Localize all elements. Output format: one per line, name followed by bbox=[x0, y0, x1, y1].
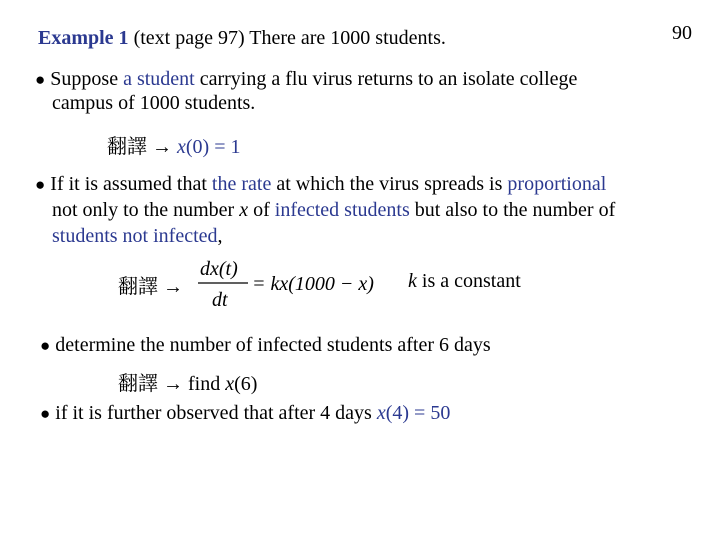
translation-3-var: x bbox=[225, 373, 235, 395]
bullet-4-rest: (4) = 50 bbox=[385, 402, 451, 424]
bullet-3-text: determine the number of infected students after 6 days bbox=[50, 334, 491, 356]
bullet-2-line-2-var: x bbox=[239, 199, 249, 221]
bullet-2-part-2: at which the virus spreads is bbox=[271, 173, 508, 195]
bullet-1 bbox=[35, 67, 577, 92]
bullet-dot-icon: ● bbox=[35, 175, 46, 194]
title-text: (text page 97) There are 1000 students. bbox=[128, 27, 446, 49]
example-label: Example 1 bbox=[38, 27, 129, 49]
translation-3-rest: (6) bbox=[234, 373, 258, 395]
bullet-2-line-2 bbox=[52, 199, 615, 222]
constant-note bbox=[408, 270, 521, 293]
translation-2 bbox=[118, 270, 183, 299]
bullet-dot-icon: ● bbox=[40, 336, 51, 355]
bullet-2-line-3-post: , bbox=[217, 225, 223, 247]
bullet-2-line-2-post: but also to the number of bbox=[409, 199, 616, 221]
constant-var: k bbox=[408, 270, 417, 292]
bullet-dot-icon: ● bbox=[35, 70, 46, 89]
translation-3-pre: find bbox=[183, 373, 226, 395]
page-number: 90 bbox=[672, 22, 692, 44]
slide-title bbox=[38, 27, 446, 50]
bullet-2-line-3 bbox=[52, 225, 223, 248]
bullet-1-line-2: campus of 1000 students. bbox=[52, 92, 256, 114]
arrow-icon: → bbox=[163, 276, 183, 298]
bullet-1-text-pre: Suppose bbox=[45, 68, 124, 90]
translation-1-text: (0) = 1 bbox=[185, 136, 241, 158]
translate-label: 翻譯 bbox=[118, 373, 158, 395]
differential-equation bbox=[198, 254, 393, 312]
bullet-2-line-2-highlight: infected students bbox=[274, 199, 410, 221]
arrow-icon: → bbox=[152, 136, 172, 158]
bullet-2-line-2-mid: of bbox=[248, 199, 275, 221]
bullet-2-part-1: If it is assumed that bbox=[45, 173, 212, 195]
translation-1 bbox=[107, 130, 241, 159]
translation-3 bbox=[118, 367, 257, 396]
bullet-2-line-3-highlight: students not infected bbox=[52, 225, 218, 247]
bullet-4-text: if it is further observed that after 4 days bbox=[50, 402, 377, 424]
bullet-2-highlight-1: the rate bbox=[211, 173, 272, 195]
bullet-2-highlight-2: proportional bbox=[507, 173, 607, 195]
bullet-2-line-2-pre: not only to the number bbox=[52, 199, 240, 221]
bullet-4-var: x bbox=[376, 402, 386, 424]
bullet-1-text-post: carrying a flu virus returns to an isolate college bbox=[194, 68, 578, 90]
equation-rhs: = kx(1000 − x) bbox=[252, 273, 374, 295]
bullet-2 bbox=[35, 173, 606, 196]
bullet-3 bbox=[40, 334, 491, 357]
bullet-1-highlight: a student bbox=[123, 68, 195, 90]
translate-label: 翻譯 bbox=[118, 276, 158, 298]
arrow-icon: → bbox=[163, 373, 183, 395]
constant-text: is a constant bbox=[416, 270, 521, 292]
bullet-dot-icon: ● bbox=[40, 404, 51, 423]
translate-label: 翻譯 bbox=[107, 136, 147, 158]
equation-denominator: dt bbox=[212, 289, 228, 311]
bullet-4 bbox=[40, 402, 450, 425]
translation-1-var: x bbox=[177, 136, 186, 158]
equation-numerator: dx(t) bbox=[200, 258, 238, 280]
